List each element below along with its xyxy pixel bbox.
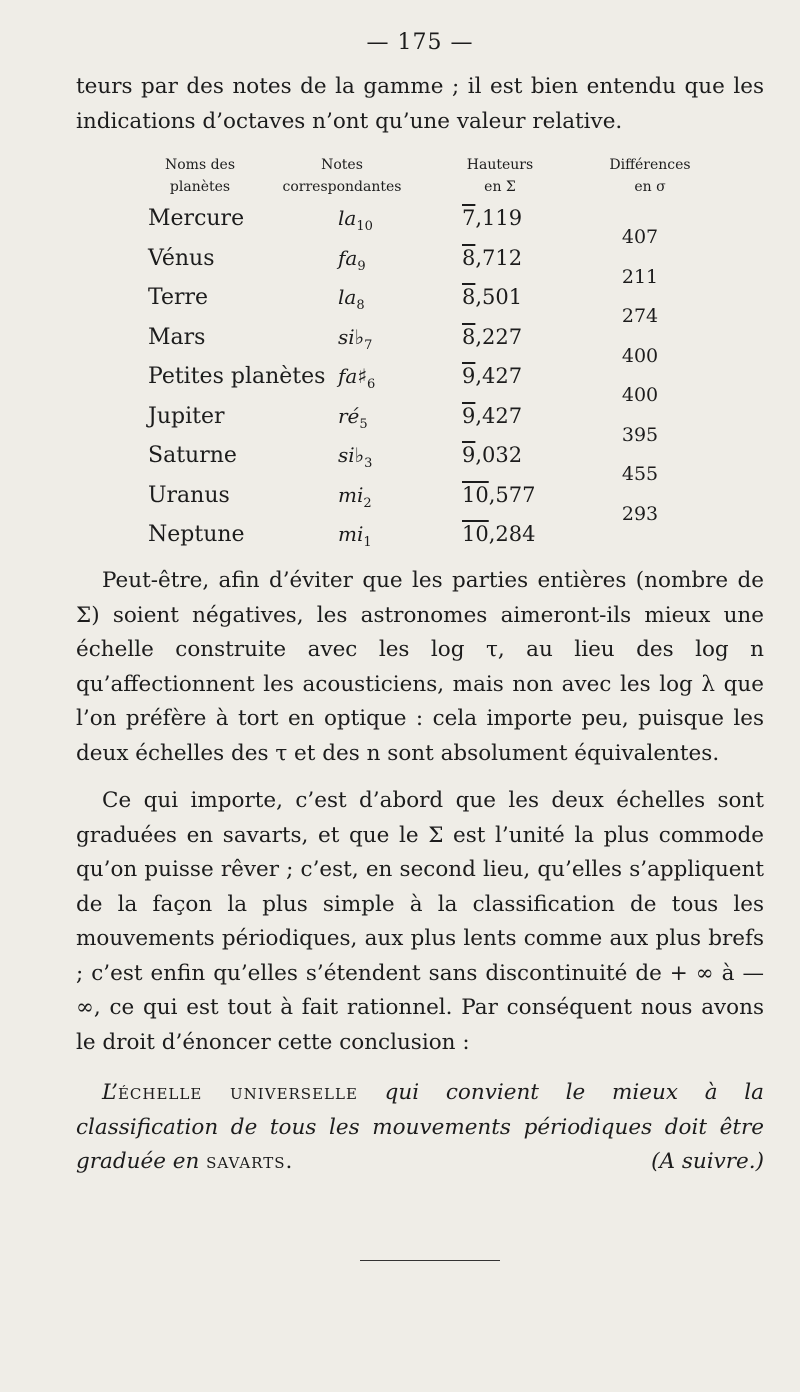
header-hauteurs [440,154,560,198]
negative-characteristic: 10 [462,482,489,507]
planet-name: Jupiter [148,403,225,429]
end-rule [360,1260,500,1261]
negative-characteristic: 9 [462,364,476,388]
conclusion-smallcaps-1: échelle universelle [117,1080,358,1105]
table-row [0,522,800,561]
octave-index: 7 [364,337,373,353]
a-suivre: (A suivre.) [651,1149,764,1174]
octave-index: 1 [363,535,372,550]
planet-name: Vénus [148,245,215,271]
mantissa: ,119 [475,206,523,230]
table-row [0,206,800,245]
planet-name: Petites planètes [148,364,326,389]
octave-index: 6 [367,377,376,392]
octave-index: 10 [356,219,373,234]
negative-characteristic: 10 [462,522,489,546]
hauteur-value [462,206,522,230]
hauteur-value [462,364,522,388]
planet-name: Uranus [148,482,230,508]
planet-name: Saturne [148,443,237,468]
conclusion-lead: L’ [102,1080,118,1105]
header-notes-line1: Notes [321,157,363,173]
page-number: — 175 — [366,30,474,55]
note-name: $la_8$ [338,285,365,313]
table-row [0,325,800,364]
negative-characteristic: 9 [462,443,476,467]
octave-index: 5 [359,416,368,432]
header-hauteurs-line2: en Σ [484,179,516,195]
hauteur-value [462,522,536,546]
negative-characteristic: 7 [462,206,476,230]
difference-value: 400 [621,344,659,367]
note-name: $mi_1$ [338,522,372,550]
header-differences-line1: Différences [609,157,691,173]
paragraph-1: Peut-être, afin d’éviter que les parties entières (nombre de Σ) soient négatives, les astronomes aimeront-ils mieux une échelle construite avec les log τ, au lieu des log n qu’affectionnent les acousticiens, mais non avec les log λ que l’on préfère à tort en optique : cela importe peu, puisque les deux échelles des τ et des n sont absolument équivalentes. [76,568,764,766]
header-notes [262,154,422,198]
note-name: $mi_2$ [338,482,372,511]
mantissa: ,712 [475,245,523,270]
paragraph-2: Ce qui importe, c’est d’abord que les deux échelles sont graduées en savarts, et que le Σ est l’unité la plus commode qu’on puisse rêver ; c’est, en second lieu, qu’elles s’appliquent de la façon la plus simple à la classification de tous les mouvements périodiques, aux plus lents comme aux plus brefs ; c’est enfin qu’elles s’étendent sans discontinuité de + ∞ à — ∞, ce qui est tout à fait rationnel. Par conséquent nous avons le droit d’énoncer cette conclusion : [76,788,764,1055]
octave-index: 3 [364,456,373,471]
negative-characteristic: 9 [462,403,476,428]
planet-name: Mercure [148,206,245,231]
table-row [0,404,800,443]
header-differences-line2: en σ [634,179,666,195]
planet-name: Neptune [148,522,245,547]
conclusion-paragraph [76,1076,764,1180]
mantissa: ,577 [488,482,536,507]
octave-index: 8 [356,298,365,313]
conclusion-text: qui convient le mieux à la classification de tous les mouvements périodiques doit être graduée en [76,1080,764,1174]
conclusion-smallcaps-2: savarts. [206,1149,294,1174]
note-name: $ré_5$ [338,403,368,432]
note-name: $fa_9$ [338,245,366,274]
difference-value: 407 [621,226,659,248]
difference-value: 274 [621,305,659,327]
negative-characteristic: 8 [462,324,476,349]
note-name: $si♭_7$ [338,324,373,353]
header-hauteurs-line1: Hauteurs [466,157,534,173]
header-differences [590,154,710,198]
mantissa: ,284 [488,522,536,546]
note-name: $si♭_3$ [338,443,373,471]
hauteur-value [462,404,522,428]
table-row [0,285,800,324]
octave-index: 2 [363,495,372,511]
mantissa: ,501 [475,285,523,309]
hauteur-value [462,285,522,309]
difference-value: 211 [621,265,659,288]
planet-name: Terre [148,285,209,310]
header-planets [130,154,270,198]
intro-paragraph: teurs par des notes de la gamme ; il est bien entendu que les indications d’octaves n’ont qu’une valeur relative. [76,74,764,134]
negative-characteristic: 8 [462,245,476,270]
table-row [0,246,800,285]
table-row [0,443,800,482]
header-planets-line1: Noms des [164,157,236,173]
mantissa: ,032 [475,443,523,467]
difference-value: 400 [621,384,659,406]
negative-characteristic: 8 [462,285,476,309]
mantissa: ,227 [475,324,523,349]
note-name: $fa♯_6$ [338,364,376,392]
difference-value: 395 [621,423,659,446]
hauteur-value [462,483,536,507]
octave-index: 9 [357,258,366,274]
table-row [0,483,800,522]
note-name: $la_{10}$ [338,206,373,234]
difference-value: 455 [621,463,659,485]
table-row [0,364,800,403]
difference-value: 293 [621,502,659,525]
mantissa: ,427 [475,403,523,428]
hauteur-value [462,246,522,270]
planet-name: Mars [148,324,206,350]
header-planets-line2: planètes [169,179,231,195]
header-notes-line2: correspondantes [282,179,402,195]
mantissa: ,427 [475,364,523,388]
hauteur-value [462,443,522,467]
hauteur-value [462,325,522,349]
